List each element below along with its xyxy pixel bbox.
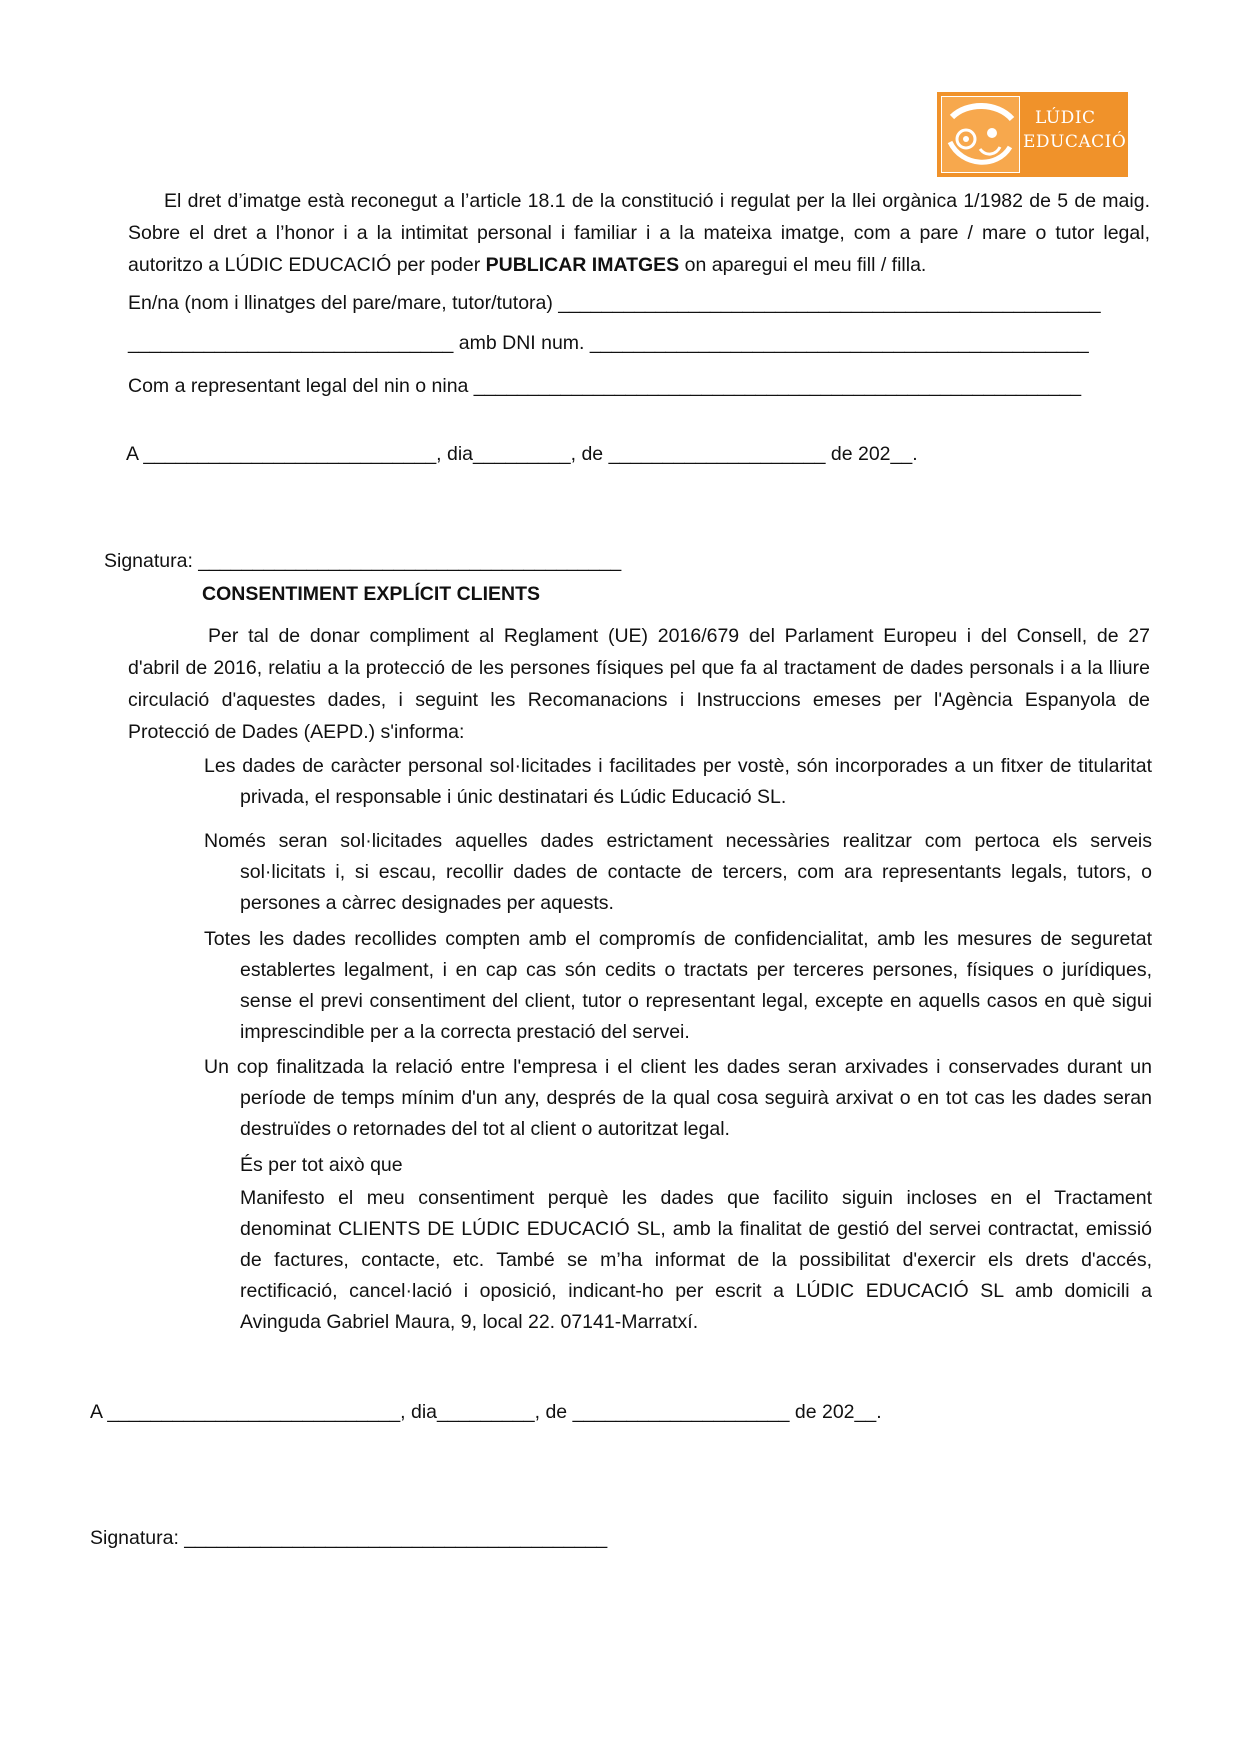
list-item: Un cop finalitzada la relació entre l'empresa i el client les dades seran arxivades i conservades durant un període de temps mínim d'un any, després de la qual cosa seguirà arxivat o en tot cas les dades seran destruïdes o retornades del tot al client o autoritzat legal. [204, 1056, 1152, 1140]
list-item: Totes les dades recollides compten amb el compromís de confidencialitat, amb les mesures de seguretat establertes legalment, i en cap cas són cedits o tractats per terceres persones, físiques o jurídiques, sense el previ consentiment del client, tutor o representant legal, excepte en aquells casos en què sigui imprescindible per a la correcta prestació del servei. [204, 928, 1152, 1043]
signature-field-2[interactable]: Signatura: _______________________________________ [90, 1527, 608, 1549]
list-item: Les dades de caràcter personal sol·licitades i facilitades per vostè, són incorporades a un fitxer de titularitat privada, el responsable i únic destinatari és Lúdic Educació SL. [204, 755, 1152, 808]
place-date-field-2[interactable]: A ___________________________, dia_________, de ____________________ de 202__. [90, 1401, 882, 1423]
publish-images-emphasis: PUBLICAR IMATGES [485, 254, 680, 276]
parent-name-field[interactable]: En/na (nom i llinatges del pare/mare, tutor/tutora) __________________________________________________ [128, 292, 1101, 314]
manifest-line-1: Manifesto el meu consentiment perquè les dades que facilito siguin incloses en el Tractament [240, 1187, 1152, 1209]
image-rights-line-2: Sobre el dret a l’honor i a la intimitat personal i familiar i a la mateixa imatge, com a pare / mare o tutor legal, [128, 222, 1150, 244]
place-date-field-1[interactable]: A ___________________________, dia_________, de ____________________ de 202__. [126, 443, 918, 465]
list-item: Només seran sol·licitades aquelles dades estrictament necessàries realitzar com pertoca els serveis sol·licitats i, si escau, recollir dades de contacte de tercers, com ara representants legals, tutors, o persones a càrrec designades per aquests. [204, 830, 1152, 914]
smiley-logo-icon [941, 96, 1020, 173]
manifest-line-2: denominat CLIENTS DE LÚDIC EDUCACIÓ SL, amb la finalitat de gestió del servei contractat, emissió [240, 1218, 1152, 1240]
consent-intro-line-2: d'abril de 2016, relatiu a la protecció de les persones físiques pel que fa al tractament de dades personals i a la lliure [128, 657, 1150, 679]
manifest-line-3: de factures, contacte, etc. També se m’ha informat de la possibilitat d'exercir els drets d'accés, [240, 1249, 1152, 1271]
logo-wordmark: LÚDIC EDUCACIÓ [1023, 108, 1127, 152]
therefore-line: És per tot això que [240, 1154, 403, 1176]
manifest-line-5: Avinguda Gabriel Maura, 9, local 22. 07141-Marratxí. [240, 1311, 699, 1333]
ludic-educacio-logo [937, 92, 1128, 177]
consent-intro-line-4: Protecció de Dades (AEPD.) s'informa: [128, 721, 465, 743]
legal-representative-field[interactable]: Com a representant legal del nin o nina ________________________________________________________ [128, 375, 1082, 397]
manifest-line-4: rectificació, cancel·lació i oposició, indicant-ho per escrit a LÚDIC EDUCACIÓ SL amb domicili a [240, 1280, 1152, 1302]
image-rights-line-3: autoritzo a LÚDIC EDUCACIÓ per poder PUBLICAR IMATGES on aparegui el meu fill / filla. [128, 254, 927, 276]
dni-field[interactable]: ______________________________ amb DNI num. ______________________________________________ [128, 332, 1089, 354]
image-rights-line-1: El dret d’imatge està reconegut a l’article 18.1 de la constitució i regulat per la llei orgànica 1/1982 de 5 de maig. [164, 190, 1150, 212]
signature-field-1[interactable]: Signatura: _______________________________________ [104, 550, 622, 572]
consent-heading: CONSENTIMENT EXPLÍCIT CLIENTS [202, 583, 541, 605]
consent-intro-line-3: circulació d'aquestes dades, i seguint les Recomanacions i Instruccions emeses per l'Agència Espanyola de [128, 689, 1150, 711]
consent-intro-line-1: Per tal de donar compliment al Reglament (UE) 2016/679 del Parlament Europeu i del Consell, de 27 [208, 625, 1150, 647]
